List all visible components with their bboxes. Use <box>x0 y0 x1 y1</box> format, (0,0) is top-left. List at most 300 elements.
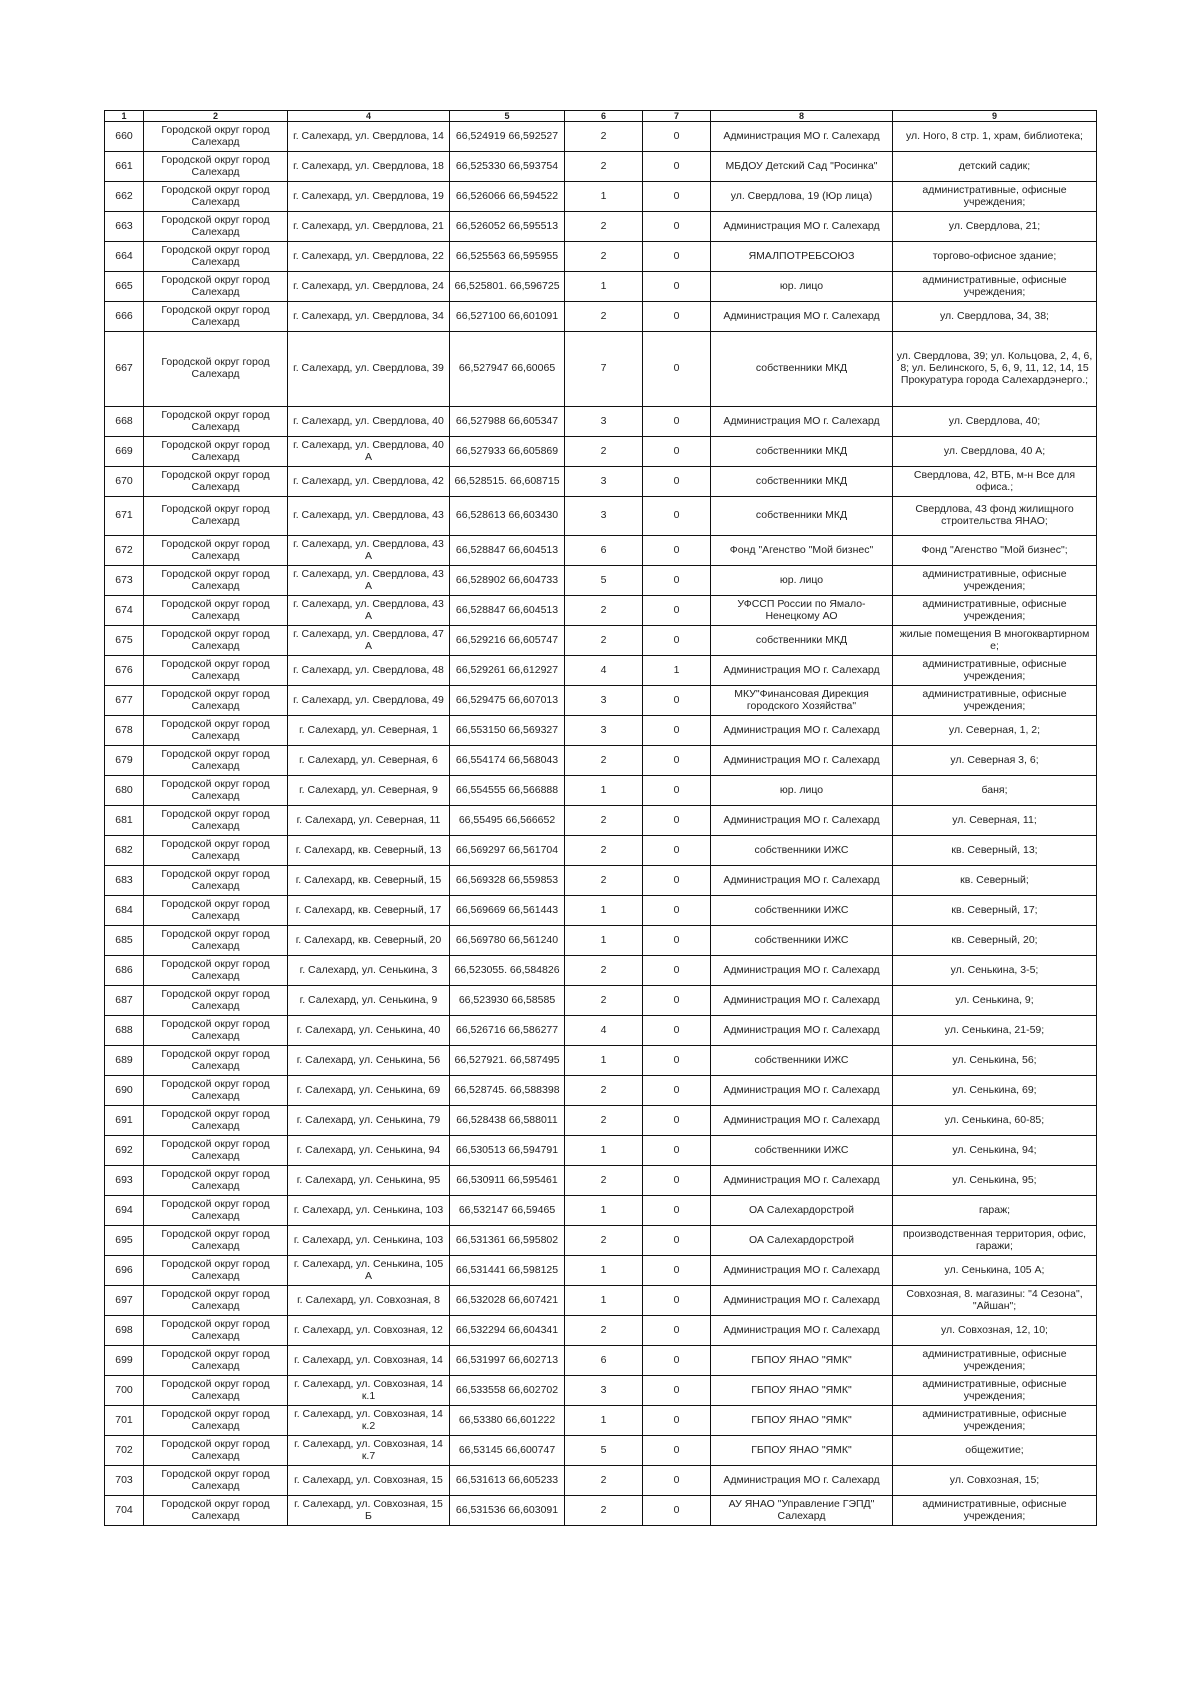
table-cell: ул. Северная, 1, 2; <box>893 716 1097 746</box>
table-cell: 66,526716 66,586277 <box>450 1016 565 1046</box>
table-cell: Городской округ город Салехард <box>144 956 288 986</box>
table-cell: 66,528847 66,604513 <box>450 596 565 626</box>
table-body <box>105 111 1097 1526</box>
table-cell: 0 <box>643 497 711 536</box>
header-cell: 4 <box>288 111 450 122</box>
table-cell: 2 <box>565 1316 643 1346</box>
table-cell: кв. Северный; <box>893 866 1097 896</box>
table-cell: ул. Сенькина, 56; <box>893 1046 1097 1076</box>
table-cell: ул. Сенькина, 95; <box>893 1166 1097 1196</box>
table-cell: Городской округ город Салехард <box>144 1196 288 1226</box>
table-cell: Городской округ город Салехард <box>144 536 288 566</box>
table-cell: г. Салехард, ул. Свердлова, 24 <box>288 272 450 302</box>
table-cell: 66,554555 66,566888 <box>450 776 565 806</box>
table-cell: 0 <box>643 1466 711 1496</box>
table-cell: Городской округ город Салехард <box>144 212 288 242</box>
table-cell: 0 <box>643 1436 711 1466</box>
table-cell: ул. Северная 3, 6; <box>893 746 1097 776</box>
table-cell: 2 <box>565 1076 643 1106</box>
table-cell: 691 <box>105 1106 144 1136</box>
table-cell: г. Салехард, ул. Свердлова, 43 А <box>288 536 450 566</box>
table-row <box>105 956 1097 986</box>
table-cell: Городской округ город Салехард <box>144 896 288 926</box>
table-cell: г. Салехард, ул. Совхозная, 12 <box>288 1316 450 1346</box>
table-cell: г. Салехард, ул. Сенькина, 105 А <box>288 1256 450 1286</box>
table-cell: 0 <box>643 1256 711 1286</box>
table-cell: 1 <box>565 926 643 956</box>
table-cell: 3 <box>565 497 643 536</box>
table-cell: 66,531997 66,602713 <box>450 1346 565 1376</box>
table-cell: 66,529216 66,605747 <box>450 626 565 656</box>
table-cell: Администрация МО г. Салехард <box>711 122 893 152</box>
table-cell: 0 <box>643 536 711 566</box>
table-cell: 66,569780 66,561240 <box>450 926 565 956</box>
table-cell: 66,55495 66,566652 <box>450 806 565 836</box>
table-cell: 0 <box>643 1376 711 1406</box>
table-cell: 683 <box>105 866 144 896</box>
table-cell: Городской округ город Салехард <box>144 626 288 656</box>
table-cell: 3 <box>565 1376 643 1406</box>
table-cell: 66,527947 66,60065 <box>450 332 565 407</box>
table-cell: 7 <box>565 332 643 407</box>
table-row <box>105 986 1097 1016</box>
table-cell: кв. Северный, 13; <box>893 836 1097 866</box>
table-row <box>105 497 1097 536</box>
table-cell: 66,525563 66,595955 <box>450 242 565 272</box>
table-row <box>105 1016 1097 1046</box>
table-row <box>105 1316 1097 1346</box>
table-cell: 66,525330 66,593754 <box>450 152 565 182</box>
table-cell: 66,531536 66,603091 <box>450 1496 565 1526</box>
table-cell: Городской округ город Салехард <box>144 152 288 182</box>
table-cell: 0 <box>643 332 711 407</box>
table-cell: г. Салехард, ул. Сенькина, 56 <box>288 1046 450 1076</box>
table-cell: 66,569669 66,561443 <box>450 896 565 926</box>
table-row <box>105 242 1097 272</box>
table-cell: 0 <box>643 1316 711 1346</box>
table-cell: административные, офисные учреждения; <box>893 1406 1097 1436</box>
table-row <box>105 656 1097 686</box>
table-row <box>105 1106 1097 1136</box>
table-cell: г. Салехард, ул. Свердлова, 19 <box>288 182 450 212</box>
header-cell: 8 <box>711 111 893 122</box>
table-cell: 66,532028 66,607421 <box>450 1286 565 1316</box>
table-cell: г. Салехард, ул. Сенькина, 94 <box>288 1136 450 1166</box>
table-cell: 2 <box>565 746 643 776</box>
table-cell: г. Салехард, ул. Свердлова, 40 А <box>288 437 450 467</box>
table-cell: 1 <box>565 896 643 926</box>
table-cell: административные, офисные учреждения; <box>893 686 1097 716</box>
table-cell: г. Салехард, ул. Свердлова, 14 <box>288 122 450 152</box>
table-cell: 0 <box>643 926 711 956</box>
table-cell: 688 <box>105 1016 144 1046</box>
table-cell: Администрация МО г. Салехард <box>711 866 893 896</box>
table-cell: 66,532294 66,604341 <box>450 1316 565 1346</box>
table-cell: 0 <box>643 746 711 776</box>
table-cell: Администрация МО г. Салехард <box>711 212 893 242</box>
table-cell: 66,527988 66,605347 <box>450 407 565 437</box>
table-cell: Администрация МО г. Салехард <box>711 1166 893 1196</box>
table-cell: 66,526052 66,595513 <box>450 212 565 242</box>
table-cell: Городской округ город Салехард <box>144 1226 288 1256</box>
table-cell: 66,531441 66,598125 <box>450 1256 565 1286</box>
table-row <box>105 1466 1097 1496</box>
table-row <box>105 926 1097 956</box>
table-row <box>105 866 1097 896</box>
table-cell: 666 <box>105 302 144 332</box>
table-cell: Городской округ город Салехард <box>144 926 288 956</box>
table-cell: Администрация МО г. Салехард <box>711 746 893 776</box>
table-cell: 0 <box>643 152 711 182</box>
table-cell: 0 <box>643 407 711 437</box>
table-cell: Городской округ город Салехард <box>144 122 288 152</box>
table-cell: г. Салехард, ул. Совхозная, 15 Б <box>288 1496 450 1526</box>
table-cell: г. Салехард, ул. Сенькина, 3 <box>288 956 450 986</box>
table-cell: собственники ИЖС <box>711 1136 893 1166</box>
table-cell: 0 <box>643 182 711 212</box>
table-cell: 2 <box>565 152 643 182</box>
table-cell: собственники ИЖС <box>711 896 893 926</box>
table-cell: 66,532147 66,59465 <box>450 1196 565 1226</box>
table-cell: 0 <box>643 1226 711 1256</box>
table-cell: 2 <box>565 596 643 626</box>
table-cell: г. Салехард, ул. Сенькина, 79 <box>288 1106 450 1136</box>
table-cell: 66,528438 66,588011 <box>450 1106 565 1136</box>
table-cell: г. Салехард, ул. Совхозная, 8 <box>288 1286 450 1316</box>
table-row <box>105 1226 1097 1256</box>
table-cell: Администрация МО г. Салехард <box>711 1076 893 1106</box>
table-cell: 695 <box>105 1226 144 1256</box>
table-cell: 0 <box>643 1016 711 1046</box>
table-cell: Администрация МО г. Салехард <box>711 1256 893 1286</box>
header-cell: 9 <box>893 111 1097 122</box>
header-cell: 5 <box>450 111 565 122</box>
table-cell: 693 <box>105 1166 144 1196</box>
table-cell: 66,528613 66,603430 <box>450 497 565 536</box>
table-cell: Городской округ город Салехард <box>144 1406 288 1436</box>
table-cell: собственники МКД <box>711 437 893 467</box>
table-cell: Администрация МО г. Салехард <box>711 407 893 437</box>
table-cell: административные, офисные учреждения; <box>893 596 1097 626</box>
table-row <box>105 686 1097 716</box>
table-cell: 66,531361 66,595802 <box>450 1226 565 1256</box>
table-cell: Администрация МО г. Салехард <box>711 1466 893 1496</box>
table-cell: 677 <box>105 686 144 716</box>
table-cell: собственники МКД <box>711 467 893 497</box>
table-cell: ул. Сенькина, 60-85; <box>893 1106 1097 1136</box>
table-cell: 0 <box>643 806 711 836</box>
table-row <box>105 1346 1097 1376</box>
table-cell: ул. Сенькина, 69; <box>893 1076 1097 1106</box>
header-cell: 2 <box>144 111 288 122</box>
table-cell: ул. Сенькина, 9; <box>893 986 1097 1016</box>
table-cell: Городской округ город Салехард <box>144 272 288 302</box>
table-cell: 690 <box>105 1076 144 1106</box>
table-cell: г. Салехард, ул. Свердлова, 42 <box>288 467 450 497</box>
table-cell: г. Салехард, ул. Свердлова, 39 <box>288 332 450 407</box>
table-cell: Городской округ город Салехард <box>144 302 288 332</box>
table-cell: 66,530513 66,594791 <box>450 1136 565 1166</box>
table-cell: 0 <box>643 866 711 896</box>
table-cell: 66,553150 66,569327 <box>450 716 565 746</box>
table-cell: г. Салехард, ул. Совхозная, 14 к.1 <box>288 1376 450 1406</box>
table-cell: г. Салехард, ул. Сенькина, 95 <box>288 1166 450 1196</box>
table-cell: 1 <box>565 1196 643 1226</box>
table-cell: ул. Свердлова, 39; ул. Кольцова, 2, 4, 6, 8; ул. Белинского, 5, 6, 9, 11, 12, 14, 15 Прокуратура города Салехардэнерго.; <box>893 332 1097 407</box>
table-cell: Городской округ город Салехард <box>144 1166 288 1196</box>
table-cell: административные, офисные учреждения; <box>893 272 1097 302</box>
table-cell: ЯМАЛПОТРЕБСОЮЗ <box>711 242 893 272</box>
table-cell: Городской округ город Салехард <box>144 407 288 437</box>
table-cell: 675 <box>105 626 144 656</box>
table-cell: административные, офисные учреждения; <box>893 182 1097 212</box>
table-cell: 0 <box>643 1046 711 1076</box>
table-cell: гараж; <box>893 1196 1097 1226</box>
table-cell: 2 <box>565 1166 643 1196</box>
table-cell: ул. Свердлова, 40; <box>893 407 1097 437</box>
table-cell: 66,529261 66,612927 <box>450 656 565 686</box>
table-cell: Городской округ город Салехард <box>144 776 288 806</box>
table-cell: Городской округ город Салехард <box>144 686 288 716</box>
table-cell: 66,530911 66,595461 <box>450 1166 565 1196</box>
table-cell: 0 <box>643 986 711 1016</box>
table-cell: 66,531613 66,605233 <box>450 1466 565 1496</box>
table-cell: Городской округ город Салехард <box>144 1136 288 1166</box>
table-cell: г. Салехард, ул. Сенькина, 103 <box>288 1226 450 1256</box>
table-cell: Совхозная, 8. магазины: "4 Сезона", "Айшан"; <box>893 1286 1097 1316</box>
table-cell: 4 <box>565 656 643 686</box>
table-cell: 0 <box>643 212 711 242</box>
table-cell: собственники МКД <box>711 626 893 656</box>
table-cell: ГБПОУ ЯНАО "ЯМК" <box>711 1436 893 1466</box>
table-cell: г. Салехард, ул. Свердлова, 43 А <box>288 596 450 626</box>
table-row <box>105 152 1097 182</box>
table-cell: г. Салехард, ул. Сенькина, 40 <box>288 1016 450 1046</box>
table-cell: 0 <box>643 1076 711 1106</box>
table-cell: г. Салехард, ул. Совхозная, 14 <box>288 1346 450 1376</box>
table-cell: 66,526066 66,594522 <box>450 182 565 212</box>
table-cell: г. Салехард, ул. Свердлова, 48 <box>288 656 450 686</box>
table-row <box>105 1166 1097 1196</box>
table-cell: 664 <box>105 242 144 272</box>
table-row <box>105 566 1097 596</box>
table-row <box>105 332 1097 407</box>
table-row <box>105 1136 1097 1166</box>
table-cell: 2 <box>565 1496 643 1526</box>
table-row <box>105 1496 1097 1526</box>
table-row <box>105 836 1097 866</box>
table-cell: Администрация МО г. Салехард <box>711 716 893 746</box>
table-cell: 682 <box>105 836 144 866</box>
table-cell: 1 <box>565 1256 643 1286</box>
table-cell: 0 <box>643 122 711 152</box>
table-cell: 6 <box>565 1346 643 1376</box>
table-cell: жилые помещения В многоквартирном е; <box>893 626 1097 656</box>
table-cell: 2 <box>565 1466 643 1496</box>
table-cell: 702 <box>105 1436 144 1466</box>
table-cell: г. Салехард, кв. Северный, 17 <box>288 896 450 926</box>
table-row <box>105 626 1097 656</box>
table-row <box>105 536 1097 566</box>
table-cell: ул. Ного, 8 стр. 1, храм, библиотека; <box>893 122 1097 152</box>
table-cell: 0 <box>643 242 711 272</box>
table-cell: 1 <box>565 182 643 212</box>
table-cell: административные, офисные учреждения; <box>893 566 1097 596</box>
table-cell: 66,529475 66,607013 <box>450 686 565 716</box>
table-cell: 697 <box>105 1286 144 1316</box>
table-cell: 699 <box>105 1346 144 1376</box>
table-cell: 703 <box>105 1466 144 1496</box>
table-cell: детский садик; <box>893 152 1097 182</box>
table-cell: Городской округ город Салехард <box>144 1076 288 1106</box>
table-cell: Городской округ город Салехард <box>144 566 288 596</box>
table-cell: 2 <box>565 986 643 1016</box>
table-cell: 0 <box>643 1106 711 1136</box>
table-cell: г. Салехард, ул. Северная, 1 <box>288 716 450 746</box>
table-cell: 66,53380 66,601222 <box>450 1406 565 1436</box>
table-cell: 684 <box>105 896 144 926</box>
table-cell: ГБПОУ ЯНАО "ЯМК" <box>711 1376 893 1406</box>
table-cell: 0 <box>643 1286 711 1316</box>
table-cell: 66,527921. 66,587495 <box>450 1046 565 1076</box>
table-cell: 3 <box>565 407 643 437</box>
table-cell: 0 <box>643 776 711 806</box>
table-cell: Администрация МО г. Салехард <box>711 302 893 332</box>
table-cell: 0 <box>643 956 711 986</box>
table-cell: 673 <box>105 566 144 596</box>
table-cell: г. Салехард, кв. Северный, 15 <box>288 866 450 896</box>
table-cell: 66,569297 66,561704 <box>450 836 565 866</box>
table-cell: г. Салехард, кв. Северный, 20 <box>288 926 450 956</box>
table-cell: г. Салехард, ул. Совхозная, 15 <box>288 1466 450 1496</box>
table-cell: 661 <box>105 152 144 182</box>
table-cell: 0 <box>643 437 711 467</box>
table-row <box>105 1406 1097 1436</box>
table-cell: 0 <box>643 467 711 497</box>
table-cell: ОА Салехардорстрой <box>711 1196 893 1226</box>
table-cell: 0 <box>643 896 711 926</box>
table-cell: 66,527100 66,601091 <box>450 302 565 332</box>
table-row <box>105 596 1097 626</box>
table-row <box>105 776 1097 806</box>
table-row <box>105 1376 1097 1406</box>
table-cell: г. Салехард, ул. Свердлова, 22 <box>288 242 450 272</box>
table-cell: Свердлова, 42, ВТБ, м-н Все для офиса.; <box>893 467 1097 497</box>
table-row <box>105 1286 1097 1316</box>
table-cell: 0 <box>643 686 711 716</box>
table-cell: Фонд "Агенство "Мой бизнес"; <box>893 536 1097 566</box>
table-row <box>105 1046 1097 1076</box>
table-cell: Городской округ город Салехард <box>144 332 288 407</box>
table-cell: 1 <box>565 1136 643 1166</box>
table-cell: ул. Свердлова, 34, 38; <box>893 302 1097 332</box>
table-cell: 6 <box>565 536 643 566</box>
table-cell: г. Салехард, ул. Свердлова, 34 <box>288 302 450 332</box>
table-cell: 2 <box>565 626 643 656</box>
table-cell: кв. Северный, 20; <box>893 926 1097 956</box>
table-cell: 671 <box>105 497 144 536</box>
table-cell: производственная территория, офис, гаражи; <box>893 1226 1097 1256</box>
table-cell: Городской округ город Салехард <box>144 986 288 1016</box>
table-cell: Администрация МО г. Салехард <box>711 1106 893 1136</box>
table-cell: 1 <box>565 1046 643 1076</box>
table-cell: 1 <box>565 1286 643 1316</box>
table-cell: Свердлова, 43 фонд жилищного строительства ЯНАО; <box>893 497 1097 536</box>
table-cell: Городской округ город Салехард <box>144 182 288 212</box>
table-cell: 660 <box>105 122 144 152</box>
table-cell: ГБПОУ ЯНАО "ЯМК" <box>711 1346 893 1376</box>
table-cell: г. Салехард, ул. Сенькина, 9 <box>288 986 450 1016</box>
table-cell: 674 <box>105 596 144 626</box>
table-cell: 3 <box>565 716 643 746</box>
table-cell: Администрация МО г. Салехард <box>711 1016 893 1046</box>
table-cell: Городской округ город Салехард <box>144 1016 288 1046</box>
table-cell: г. Салехард, ул. Свердлова, 21 <box>288 212 450 242</box>
table-cell: 2 <box>565 1226 643 1256</box>
table-cell: 5 <box>565 1436 643 1466</box>
table-row <box>105 122 1097 152</box>
table-cell: 66,523055. 66,584826 <box>450 956 565 986</box>
table-cell: МКУ"Финансовая Дирекция городского Хозяйства" <box>711 686 893 716</box>
table-cell: административные, офисные учреждения; <box>893 1496 1097 1526</box>
table-cell: 0 <box>643 272 711 302</box>
table-cell: административные, офисные учреждения; <box>893 1376 1097 1406</box>
table-cell: 1 <box>643 656 711 686</box>
table-cell: Городской округ город Салехард <box>144 836 288 866</box>
table-row <box>105 467 1097 497</box>
table-cell: 0 <box>643 1166 711 1196</box>
table-cell: торгово-офисное здание; <box>893 242 1097 272</box>
table-row <box>105 272 1097 302</box>
table-cell: Городской округ город Салехард <box>144 866 288 896</box>
table-cell: 0 <box>643 302 711 332</box>
table-cell: 66,527933 66,605869 <box>450 437 565 467</box>
table-cell: 1 <box>565 1406 643 1436</box>
table-cell: 700 <box>105 1376 144 1406</box>
table-cell: Городской округ город Салехард <box>144 1436 288 1466</box>
table-cell: 66,528515. 66,608715 <box>450 467 565 497</box>
table-cell: 2 <box>565 1106 643 1136</box>
table-cell: Городской округ город Салехард <box>144 1316 288 1346</box>
table-cell: 5 <box>565 566 643 596</box>
table-cell: 66,554174 66,568043 <box>450 746 565 776</box>
table-cell: г. Салехард, ул. Свердлова, 43 <box>288 497 450 536</box>
table-cell: собственники ИЖС <box>711 926 893 956</box>
table-cell: 0 <box>643 836 711 866</box>
table-row <box>105 407 1097 437</box>
table-cell: г. Салехард, ул. Свердлова, 47 А <box>288 626 450 656</box>
table-cell: Администрация МО г. Салехард <box>711 806 893 836</box>
table-row <box>105 1196 1097 1226</box>
header-cell: 7 <box>643 111 711 122</box>
table-cell: 669 <box>105 437 144 467</box>
table-cell: административные, офисные учреждения; <box>893 656 1097 686</box>
table-cell: баня; <box>893 776 1097 806</box>
table-cell: Городской округ город Салехард <box>144 1376 288 1406</box>
table-cell: 667 <box>105 332 144 407</box>
table-cell: г. Салехард, ул. Северная, 9 <box>288 776 450 806</box>
table-row <box>105 1076 1097 1106</box>
table-cell: УФССП России по Ямало-Ненецкому АО <box>711 596 893 626</box>
table-cell: ул. Сенькина, 94; <box>893 1136 1097 1166</box>
table-cell: 679 <box>105 746 144 776</box>
table-cell: ул. Сенькина, 105 А; <box>893 1256 1097 1286</box>
table-cell: г. Салехард, кв. Северный, 13 <box>288 836 450 866</box>
table-cell: 0 <box>643 1346 711 1376</box>
table-cell: ул. Северная, 11; <box>893 806 1097 836</box>
table-row <box>105 212 1097 242</box>
header-row <box>105 111 1097 122</box>
